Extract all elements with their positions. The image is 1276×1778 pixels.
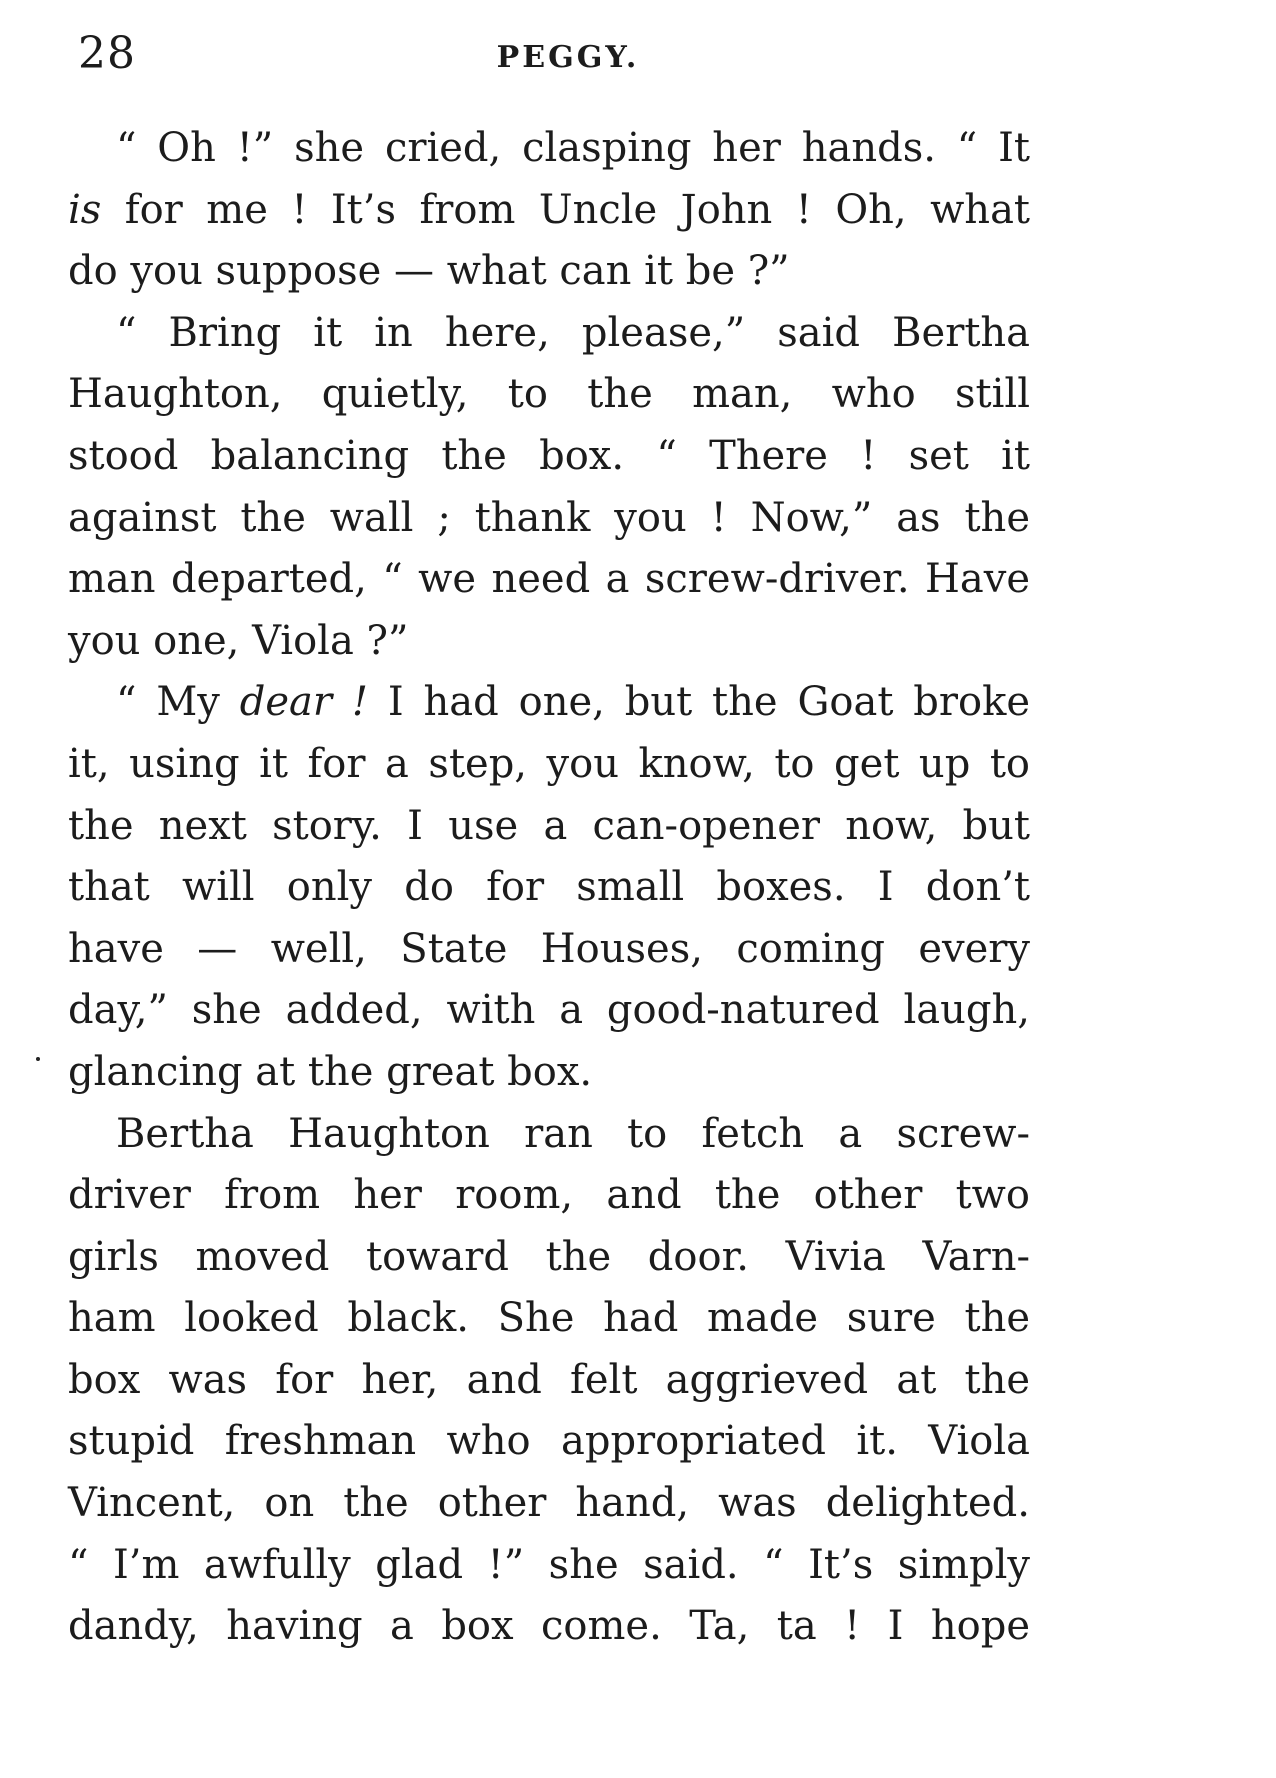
text-line: man departed, “ we need a screw-driver. Have (68, 556, 1030, 603)
text-line: you one, Viola ?” (68, 617, 409, 664)
text-line: ham looked black. She had made sure the (68, 1295, 1030, 1342)
body-text (68, 118, 1030, 1658)
text-line: against the wall ; thank you ! Now,” as the (68, 494, 1030, 541)
print-speck (36, 1057, 40, 1061)
paragraph-4 (68, 1104, 1030, 1658)
page-number: 28 (78, 28, 136, 79)
text-line: have — well, State Houses, coming every (68, 925, 1030, 972)
text-line: Haughton, quietly, to the man, who still (68, 371, 1030, 418)
text-line: dandy, having a box come. Ta, ta ! I hope (68, 1603, 1030, 1650)
text-line: “ My dear ! I had one, but the Goat broke (116, 679, 1030, 726)
italic-text: is (68, 186, 102, 233)
text-line: “ Oh !” she cried, clasping her hands. “ It (116, 125, 1030, 171)
text-line: “ I’m awfully glad !” she said. “ It’s simply (68, 1541, 1030, 1588)
paragraph-2 (68, 303, 1030, 673)
paragraph-3 (68, 672, 1030, 1103)
text-line: the next story. I use a can-opener now, but (68, 802, 1030, 849)
text-line: girls moved toward the door. Vivia Varn- (68, 1233, 1030, 1280)
text-line: Bertha Haughton ran to fetch a screw- (116, 1110, 1030, 1157)
paragraph-1 (68, 118, 1030, 303)
text-line: do you suppose — what can it be ?” (68, 248, 790, 295)
text-line: that will only do for small boxes. I don’t (68, 864, 1030, 911)
text-line: is for me ! It’s from Uncle John ! Oh, what (68, 186, 1030, 233)
text-line: “ Bring it in here, please,” said Bertha (116, 309, 1030, 356)
text-line: driver from her room, and the other two (68, 1172, 1030, 1219)
text-line: Vincent, on the other hand, was delighted. (68, 1480, 1030, 1527)
running-head (78, 28, 1058, 88)
text-line: stood balancing the box. “ There ! set it (68, 432, 1030, 479)
text-line: it, using it for a step, you know, to get up to (68, 740, 1030, 787)
running-title: PEGGY. (496, 40, 640, 75)
text-line: stupid freshman who appropriated it. Viola (68, 1418, 1030, 1465)
text-line: day,” she added, with a good-natured laugh, (68, 987, 1030, 1034)
text-line: glancing at the great box. (68, 1048, 593, 1095)
text-line: box was for her, and felt aggrieved at the (68, 1356, 1030, 1403)
italic-text: dear ! (239, 679, 368, 726)
